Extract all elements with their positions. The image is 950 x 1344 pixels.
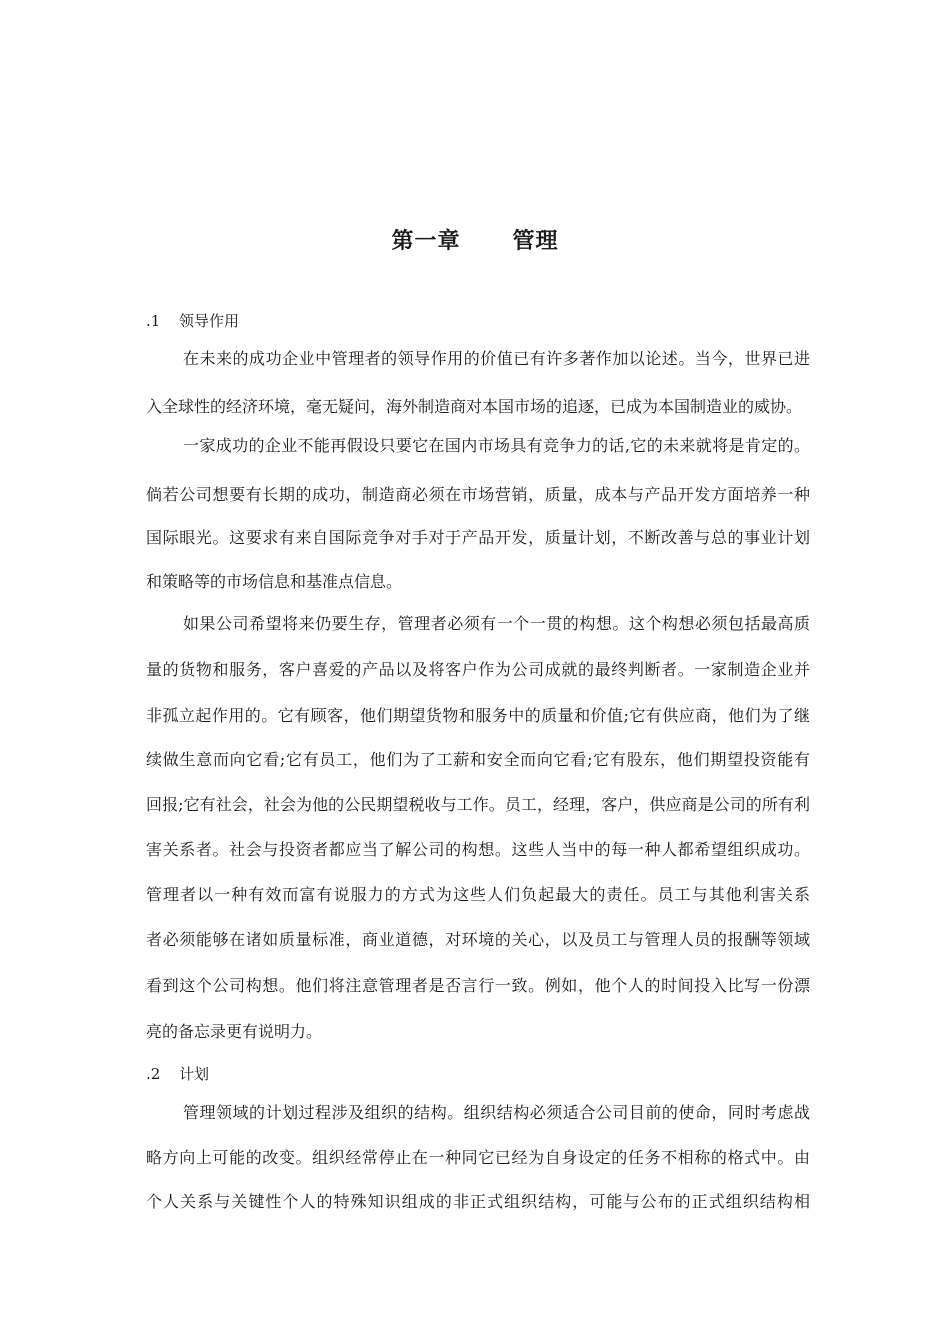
section-heading-2: [146, 1063, 209, 1084]
section-title: 计划: [179, 1065, 210, 1083]
chapter-label: 第一章: [391, 229, 461, 254]
paragraph-line: 续做生意而向它看;它有员工，他们为了工薪和安全而向它看;它有股东，他们期望投资能有: [146, 750, 810, 769]
paragraph-line: 量的货物和服务，客户喜爱的产品以及将客户作为公司成就的最终判断者。一家制造企业并: [146, 660, 810, 679]
paragraph-line: 管理领域的计划过程涉及组织的结构。组织结构必须适合公司目前的使命，同时考虑战: [183, 1103, 810, 1122]
paragraph-line: 管理者以一种有效而富有说服力的方式为这些人们负起最大的责任。员工与其他利害关系: [146, 885, 810, 904]
chapter-title: [0, 224, 950, 255]
paragraph-line: 非孤立起作用的。它有顾客，他们期望货物和服务中的质量和价值;它有供应商，他们为了继: [146, 706, 810, 725]
section-number: .2: [146, 1065, 161, 1083]
paragraph-line: 略方向上可能的改变。组织经常停止在一种同它已经为自身设定的任务不相称的格式中。由: [146, 1148, 810, 1167]
paragraph-line: 在未来的成功企业中管理者的领导作用的价值已有许多著作加以论述。当今，世界已进: [183, 349, 810, 368]
paragraph-line: 害关系者。社会与投资者都应当了解公司的构想。这些人当中的每一种人都希望组织成功。: [146, 840, 810, 859]
paragraph-line: 倘若公司想要有长期的成功，制造商必须在市场营销，质量，成本与产品开发方面培养一种: [146, 485, 810, 504]
paragraph-line: 者必须能够在诸如质量标准，商业道德，对环境的关心，以及员工与管理人员的报酬等领域: [146, 930, 810, 949]
paragraph-line: 一家成功的企业不能再假设只要它在国内市场具有竞争力的话,它的未来就将是肯定的。: [183, 436, 810, 455]
paragraph-line: 如果公司希望将来仍要生存，管理者必须有一个一贯的构想。这个构想必须包括最高质: [183, 614, 810, 633]
paragraph-line: 入全球性的经济环境，毫无疑问，海外制造商对本国市场的追逐，已成为本国制造业的威协。: [146, 397, 803, 416]
paragraph-line: 看到这个公司构想。他们将注意管理者是否言行一致。例如，他个人的时间投入比写一份漂: [146, 976, 810, 995]
paragraph-line: 个人关系与关键性个人的特殊知识组成的非正式组织结构，可能与公布的正式组织结构相: [146, 1192, 810, 1211]
section-heading-1: [146, 310, 239, 331]
section-title: 领导作用: [179, 312, 240, 330]
paragraph-line: 亮的备忘录更有说明力。: [146, 1022, 323, 1041]
section-number: .1: [146, 312, 161, 330]
paragraph-line: 国际眼光。这要求有来自国际竞争对手对于产品开发，质量计划，不断改善与总的事业计划: [146, 528, 810, 547]
chapter-name: 管理: [512, 229, 559, 254]
paragraph-line: 和策略等的市场信息和基准点信息。: [146, 572, 403, 591]
paragraph-line: 回报;它有社会，社会为他的公民期望税收与工作。员工，经理，客户，供应商是公司的所有利: [146, 795, 810, 814]
